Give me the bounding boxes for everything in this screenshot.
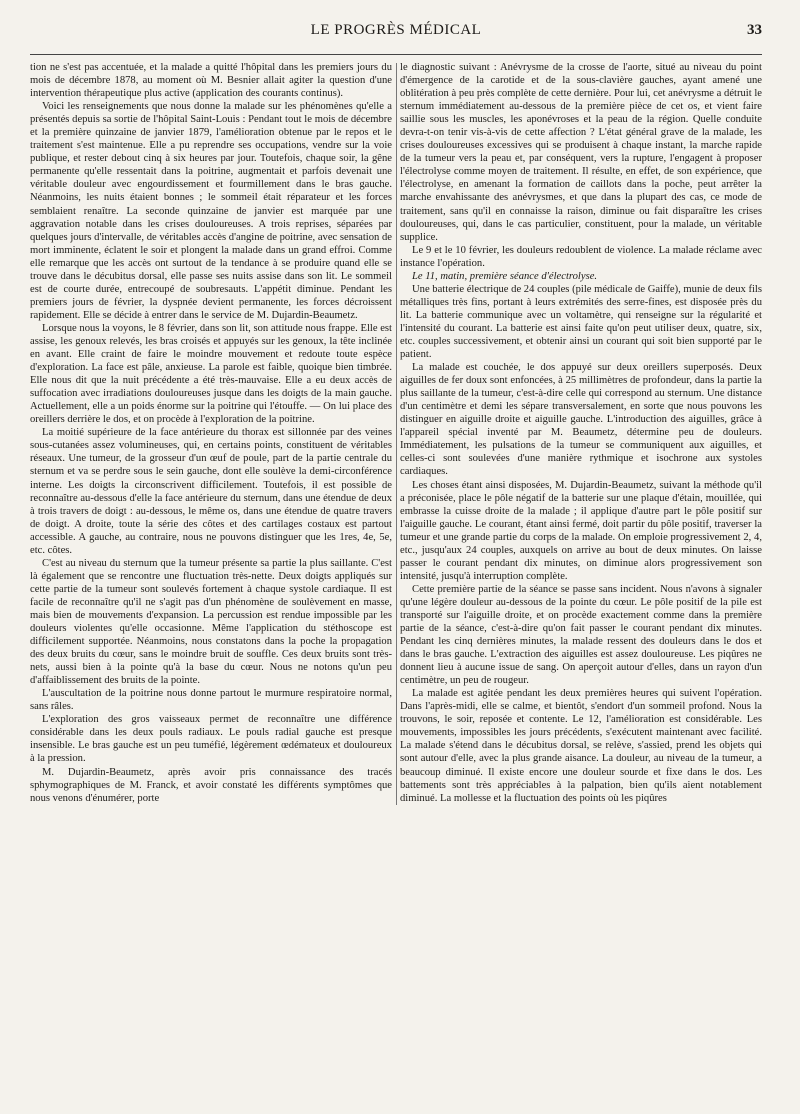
paragraph: Une batterie électrique de 24 couples (pile médicale de Gaiffe), munie de deux fils métalliques très fins, portant à leurs extrémités des serre-fines, est disposée près du lit. La batterie communique avec un voltamètre, qui renseigne sur la régularité et l'intensité du courant. La batterie est ainsi faite qu'on peut utiliser deux, quatre, six, etc. couples successivement, et obtenir ainsi un courant qui soit bien supporté par le patient. (400, 283, 762, 361)
page-number: 33 (747, 22, 762, 38)
right-column (400, 61, 762, 805)
running-header (30, 22, 762, 50)
section-subheading: Le 11, matin, première séance d'électrolyse. (412, 270, 598, 282)
paragraph: tion ne s'est pas accentuée, et la malade a quitté l'hôpital dans les premiers jours du mois de décembre 1878, au moment où M. Besnier allait agiter la question d'une intervention thérapeutique plus active (application des courants continus). (30, 62, 392, 100)
paragraph: La malade est agitée pendant les deux premières heures qui suivent l'opération. Dans l'après-midi, elle se calme, et bientôt, s'endort d'un sommeil profond. Nous la trouvons, le soir, reposée et contente. Le 12, l'amélioration est considérable. Les mouvements, impossibles les jours précédents, s'exécutent maintenant avec facilité. La malade s'étend dans le décubitus dorsal, se relève, s'assied, prend les objets qui sont autour d'elle, avec la plus grande aisance. La douleur, au niveau de la tumeur, a beaucoup diminué. Il existe encore une douleur sourde et fixe dans le dos. Les battements sont très appréciables à la palpation, bien qu'ils aient notablement diminué. La mollesse et la fluctuation des points où les piqûres (400, 688, 762, 804)
header-rule (30, 54, 762, 55)
paragraph: M. Dujardin-Beaumetz, après avoir pris connaissance des tracés sphymographiques de M. Franck, et avoir constaté les différents symptômes que nous venons d'énumérer, porte (30, 766, 392, 804)
left-column (30, 61, 392, 805)
paragraph: C'est au niveau du sternum que la tumeur présente sa partie la plus saillante. C'est là également que se rencontre une fluctuation très-nette. Deux doigts appliqués sur cette partie de la tumeur sont soulevés fortement à chaque systole cardiaque. Il est facile de reconnaître qu'il ne s'agit pas d'un phénomène de soulèvement en masse, mais bien de mouvements d'expansion. La percussion est rendue impossible par les douleurs violentes qu'elle occasionne. Même l'application du stéthoscope est difficilement supportée. Néanmoins, nous constatons dans la poche la propagation des deux bruits du cœur, sans le moindre bruit de souffle. Ces deux bruits sont très-nets, aussi bien à la pointe qu'à la base du cœur. Nous ne notons qu'un peu d'affaiblissement des bruits de la pointe. (30, 557, 392, 687)
paragraph: L'exploration des gros vaisseaux permet de reconnaître une différence considérable dans les deux pouls radiaux. Le pouls radial gauche est presque insensible. Le bras gauche est un peu tuméfié, légèrement œdémateux et douloureux à la pression. (30, 714, 392, 765)
paragraph: La malade est couchée, le dos appuyé sur deux oreillers superposés. Deux aiguilles de fer doux sont enfoncées, à 25 millimètres de profondeur, dans la partie la plus saillante de la tumeur, c'est-à-dire celle qui correspond au sternum. Une distance d'un centimètre et demi les sépare transversalement, en sorte que nous pouvons les distinguer en aiguille droite et aiguille gauche. L'introduction des aiguilles, grâce à l'appareil spécial inventé par M. Beaumetz, détermine peu de douleurs. Immédiatement, les pulsations de la tumeur se communiquent aux aiguilles, et celles-ci sont soulevées d'une manière rythmique et isochrone aux systoles cardiaques. (400, 362, 762, 478)
paragraph: Voici les renseignements que nous donne la malade sur les phénomènes qu'elle a présentés depuis sa sortie de l'hôpital Saint-Louis : Pendant tout le mois de décembre et la première quinzaine de janvier 1879, l'amélioration obtenue par le repos et le traitement s'est maintenue. Elle a pu reprendre ses occupations, vendre sur la voie publique, et rester debout cinq à six heures par jour. Toutefois, chaque soir, la gêne permanente qu'elle ressentait dans la poitrine, augmentait et parfois devenait une véritable douleur avec engourdissement et fourmillement dans le bras gauche. Néanmoins, les nuits étaient bonnes ; le sommeil était réparateur et les forces semblaient renaître. La seconde quinzaine de janvier est marquée par une aggravation notable dans les crises douloureuses. A trois reprises, séparées par quelques jours d'intervalle, de véritables accès d'angine de poitrine, avec sensation de mort imminente, éclatent le soir et plongent la malade dans un grand effroi. Comme elle remarque que les accès ont surtout de la tendance à se produire quand elle se trouve dans le décubitus dorsal, elle passe ses nuits assise dans son lit. Le sommeil est de courte durée, entrecoupé de soubresauts. L'appétit diminue. Pendant les premiers jours de février, la dyspnée devient permanente, les forces décroissent rapidement. Elle se décide à entrer dans le service de M. Dujardin-Beaumetz. (30, 101, 392, 321)
paragraph: La moitié supérieure de la face antérieure du thorax est sillonnée par des veines sous-cutanées assez volumineuses, qui, en certains points, constituent de véritables réseaux. Une tumeur, de la grosseur d'un œuf de poule, part de la partie centrale du sternum et va se perdre sous le sein gauche, dont elle soulève la demi-circonférence interne. Les doigts la circonscrivent difficilement. Toutefois, il est possible de reconnaître au-dessous d'elle la face antérieure du sternum, dans une étendue de deux à trois travers de doigt : au-dessous, le même os, dans une étendue de quatre travers de doigt. A droite, toute la série des côtes et des cartilages costaux est partout accessible. A gauche, au contraire, nous ne pouvons distinguer que les 1res, 4e, 5e, etc. côtes. (30, 427, 392, 556)
paragraph: Cette première partie de la séance se passe sans incident. Nous n'avons à signaler qu'une légère douleur au-dessous de la pointe du cœur. Le pôle positif de la pile est transporté sur l'aiguille droite, et on procède exactement comme dans la première partie de la séance, c'est-à-dire qu'on fait passer le courant pendant dix minutes. Pendant les cinq dernières minutes, la malade ressent des douleurs dans le dos et dans le bras gauche. L'extraction des aiguilles est assez douloureuse. Les piqûres ne donnent lieu à aucune issue de sang. On aperçoit autour d'elles, dans un rayon d'un centimètre, un peu de rougeur. (400, 583, 762, 687)
two-column-body (30, 61, 762, 805)
journal-title: LE PROGRÈS MÉDICAL (310, 22, 482, 38)
paragraph: Les choses étant ainsi disposées, M. Dujardin-Beaumetz, suivant la méthode qu'il a préconisée, place le pôle négatif de la batterie sur une plaque d'étain, mouillée, qui embrasse la cuisse droite de la malade ; il applique d'autre part le pôle positif sur l'aiguille gauche. Le courant, étant ainsi fermé, doit partir du pôle positif, traverser la tumeur et une grande partie du corps de la malade. On emploie progressivement 2, 4, etc., jusqu'aux 24 couples, auxquels on arrive au bout de deux minutes. On laisse passer le courant pendant dix minutes, on diminue alors progressivement son intensité, jusqu'à interruption complète. (400, 479, 762, 582)
column-divider (396, 63, 397, 805)
paragraph: le diagnostic suivant : Anévrysme de la crosse de l'aorte, situé au niveau du point d'émergence de la carotide et de la sous-clavière gauches, ayant amené une oblitération à peu près complète de cette dernière. Pour lui, cet anévrysme a détruit le sternum immédiatement au-dessous de la première pièce de cet os, et vient faire saillie sous les muscles, les aponévroses et la peau de la région. Quelle conduite devra-t-on tenir vis-à-vis de cette affection ? L'état général grave de la malade, les crises douloureuses excessives qui se produisent à chaque instant, la marche rapide de la tumeur vers la peau et, par conséquent, vers la rupture, l'engagent à proposer l'électrolyse comme moyen de traitement. Il résulte, en effet, de son expérience, que l'électrolyse, en amenant la formation de caillots dans la poche, peut arrêter la marche envahissante des anévrysmes, et que dans la plupart des cas, ce mode de traitement, sans qu'il en connaisse la raison, diminue ou fait disparaître les crises douloureuses, qui, dans le cas particulier, constituent, pour la malade, un véritable supplice. (400, 62, 762, 243)
paragraph: Le 9 et le 10 février, les douleurs redoublent de violence. La malade réclame avec instance l'opération. (400, 244, 762, 269)
paragraph: L'auscultation de la poitrine nous donne partout le murmure respiratoire normal, sans râles. (30, 688, 392, 713)
paragraph: Lorsque nous la voyons, le 8 février, dans son lit, son attitude nous frappe. Elle est assise, les genoux relevés, les bras croisés et appuyés sur les genoux, la tête inclinée en avant. Elle craint de faire le moindre mouvement et redoute toute espèce d'exploration. La face est pâle, anxieuse. La parole est faible, quoique bien timbrée. Elle nous dit que la nuit précédente a été très-mauvaise. Elle a eu deux accès de suffocation avec irradiations douloureuses jusque dans les doigts de la main gauche. Actuellement, elle a un poids énorme sur la poitrine qui l'étouffe. — On lui place des oreillers derrière le dos, et on procède à l'exploration de la poitrine. (30, 322, 392, 426)
